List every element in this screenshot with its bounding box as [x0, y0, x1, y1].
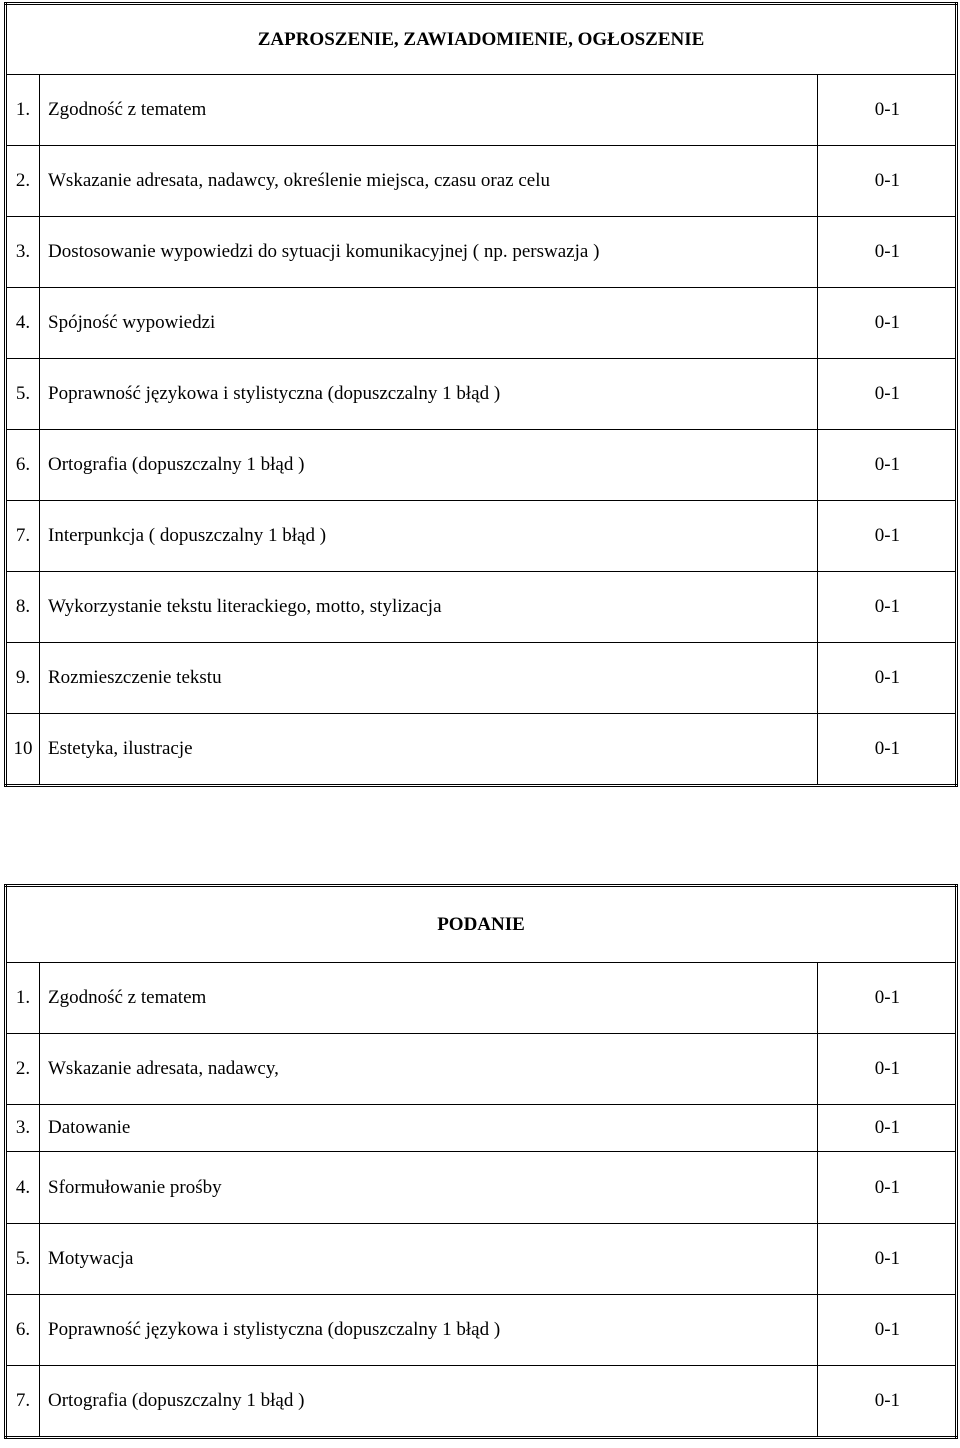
- criterion-score: 0-1: [818, 359, 957, 430]
- criterion-row: [6, 1295, 957, 1366]
- section-title: PODANIE: [6, 886, 957, 963]
- criterion-description: Wykorzystanie tekstu literackiego, motto, stylizacja: [40, 572, 818, 643]
- criterion-number: 7.: [6, 1366, 40, 1438]
- criterion-number: 10: [6, 714, 40, 786]
- criterion-description: Poprawność językowa i stylistyczna (dopuszczalny 1 błąd ): [40, 1295, 818, 1366]
- criterion-number: 2.: [6, 146, 40, 217]
- criterion-number: 6.: [6, 1295, 40, 1366]
- criterion-score: 0-1: [818, 146, 957, 217]
- criterion-row: [6, 714, 957, 786]
- criterion-description: Interpunkcja ( dopuszczalny 1 błąd ): [40, 501, 818, 572]
- criterion-description: Datowanie: [40, 1105, 818, 1152]
- criterion-row: [6, 1105, 957, 1152]
- criterion-row: [6, 963, 957, 1034]
- criterion-score: 0-1: [818, 572, 957, 643]
- criterion-description: Wskazanie adresata, nadawcy,: [40, 1034, 818, 1105]
- criterion-number: 6.: [6, 430, 40, 501]
- criterion-number: 8.: [6, 572, 40, 643]
- criterion-number: 4.: [6, 1152, 40, 1224]
- criterion-description: Ortografia (dopuszczalny 1 błąd ): [40, 1366, 818, 1438]
- criterion-description: Poprawność językowa i stylistyczna (dopuszczalny 1 błąd ): [40, 359, 818, 430]
- criterion-score: 0-1: [818, 1152, 957, 1224]
- criterion-number: 2.: [6, 1034, 40, 1105]
- criterion-number: 7.: [6, 501, 40, 572]
- criterion-number: 5.: [6, 1224, 40, 1295]
- criterion-description: Estetyka, ilustracje: [40, 714, 818, 786]
- criterion-row: [6, 1224, 957, 1295]
- criterion-description: Zgodność z tematem: [40, 963, 818, 1034]
- criterion-row: [6, 288, 957, 359]
- criterion-score: 0-1: [818, 1295, 957, 1366]
- criterion-score: 0-1: [818, 1224, 957, 1295]
- criterion-description: Sformułowanie prośby: [40, 1152, 818, 1224]
- criterion-number: 4.: [6, 288, 40, 359]
- criterion-score: 0-1: [818, 643, 957, 714]
- criterion-description: Spójność wypowiedzi: [40, 288, 818, 359]
- criterion-score: 0-1: [818, 1105, 957, 1152]
- criterion-number: 3.: [6, 217, 40, 288]
- criterion-row: [6, 75, 957, 146]
- criterion-description: Ortografia (dopuszczalny 1 błąd ): [40, 430, 818, 501]
- criterion-number: 1.: [6, 963, 40, 1034]
- criterion-description: Wskazanie adresata, nadawcy, określenie miejsca, czasu oraz celu: [40, 146, 818, 217]
- criterion-score: 0-1: [818, 714, 957, 786]
- criterion-row: [6, 572, 957, 643]
- criterion-score: 0-1: [818, 1034, 957, 1105]
- criterion-row: [6, 643, 957, 714]
- criterion-description: Dostosowanie wypowiedzi do sytuacji komunikacyjnej ( np. perswazja ): [40, 217, 818, 288]
- criterion-number: 5.: [6, 359, 40, 430]
- criterion-row: [6, 430, 957, 501]
- criterion-row: [6, 501, 957, 572]
- criterion-row: [6, 217, 957, 288]
- criterion-score: 0-1: [818, 217, 957, 288]
- criterion-score: 0-1: [818, 430, 957, 501]
- criterion-description: Rozmieszczenie tekstu: [40, 643, 818, 714]
- rubric-table-zaproszenie: [4, 2, 958, 787]
- criterion-number: 1.: [6, 75, 40, 146]
- criterion-description: Motywacja: [40, 1224, 818, 1295]
- section-title: ZAPROSZENIE, ZAWIADOMIENIE, OGŁOSZENIE: [6, 4, 957, 75]
- criterion-score: 0-1: [818, 288, 957, 359]
- criterion-row: [6, 359, 957, 430]
- criterion-number: 3.: [6, 1105, 40, 1152]
- criterion-score: 0-1: [818, 963, 957, 1034]
- criterion-row: [6, 1152, 957, 1224]
- criterion-score: 0-1: [818, 75, 957, 146]
- criterion-number: 9.: [6, 643, 40, 714]
- criterion-score: 0-1: [818, 501, 957, 572]
- rubric-table-podanie: [4, 884, 958, 1439]
- criterion-row: [6, 1034, 957, 1105]
- criterion-row: [6, 1366, 957, 1438]
- section-title-row: [6, 886, 957, 963]
- criterion-row: [6, 146, 957, 217]
- section-title-row: [6, 4, 957, 75]
- criterion-score: 0-1: [818, 1366, 957, 1438]
- criterion-description: Zgodność z tematem: [40, 75, 818, 146]
